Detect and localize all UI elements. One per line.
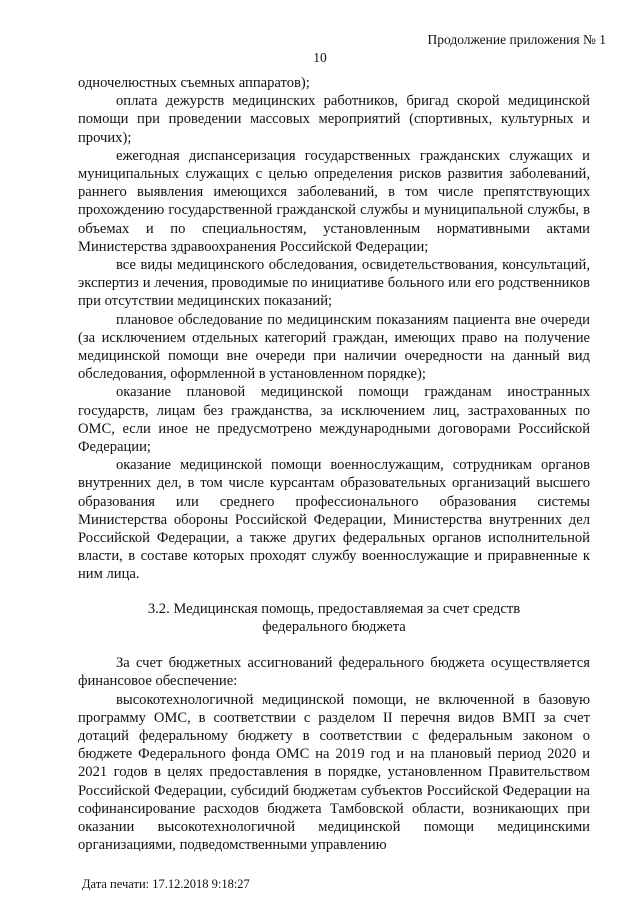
body-paragraph: оказание медицинской помощи военнослужащим, сотрудникам органов внутренних дел, в том числе курсантам образовательных организаций высшего образования или среднего профессионального образования системы Министерства обороны Российской Федерации, Министерства внутренних дел Российской Федерации, а также других федеральных органов исполнительной власти, в составе которых проходят службу военнослужащие и приравненные к ним лица.	[78, 457, 590, 583]
body-paragraph: оказание плановой медицинской помощи гражданам иностранных государств, лицам без гражданства, за исключением лиц, застрахованных по ОМС, если иное не предусмотрено международными договорами Российской Федерации;	[78, 384, 590, 456]
body-paragraph: высокотехнологичной медицинской помощи, не включенной в базовую программу ОМС, в соответствии с разделом II перечня видов ВМП за счет дотаций федеральному бюджету в соответствии с федеральным законом о бюджете Федерального фонда ОМС на 2019 год и на плановый период 2020 и 2021 годов в целях предоставления в порядке, установленном Правительством Российской Федерации, субсидий бюджетам субъектов Российской Федерации на софинансирование расходов бюджета Тамбовской области, возникающих при оказании высокотехнологичной медицинской помощи медицинскими организациями, подведомственными управлению	[78, 691, 590, 854]
body-paragraph: За счет бюджетных ассигнований федерального бюджета осуществляется финансовое обеспечение:	[78, 655, 590, 690]
body-paragraph: плановое обследование по медицинским показаниям пациента вне очереди (за исключением отдельных категорий граждан, имеющих право на получение медицинской помощи вне очереди при наличии очередности на данный вид обследования, оформленной в установленном порядке);	[78, 311, 590, 383]
document-body	[78, 74, 590, 854]
section-heading-line: 3.2. Медицинская помощь, предоставляемая за счет средств	[147, 600, 521, 617]
page-number: 10	[313, 50, 327, 65]
body-paragraph: одночелюстных съемных аппаратов);	[78, 75, 310, 91]
annex-continuation-label: Продолжение приложения № 1	[427, 32, 606, 47]
section-heading-line: федерального бюджета	[262, 618, 406, 635]
print-date-footer: Дата печати: 17.12.2018 9:18:27	[82, 877, 250, 891]
body-paragraph: оплата дежурств медицинских работников, бригад скорой медицинской помощи при проведении массовых мероприятий (спортивных, культурных и прочих);	[78, 93, 590, 146]
body-paragraph: ежегодная диспансеризация государственных гражданских служащих и муниципальных служащих с целью определения рисков развития заболеваний, раннего выявления имеющихся заболеваний, в том числе препятствующих прохождению государственной гражданской службы и муниципальной службы, в объемах и по специальностям, установленным нормативными актами Министерства здравоохранения Российской Федерации;	[78, 147, 590, 255]
body-paragraph: все виды медицинского обследования, освидетельствования, консультаций, экспертиз и лечения, проводимые по инициативе больного или его родственников при отсутствии медицинских показаний;	[78, 257, 590, 310]
section-heading	[78, 600, 590, 636]
